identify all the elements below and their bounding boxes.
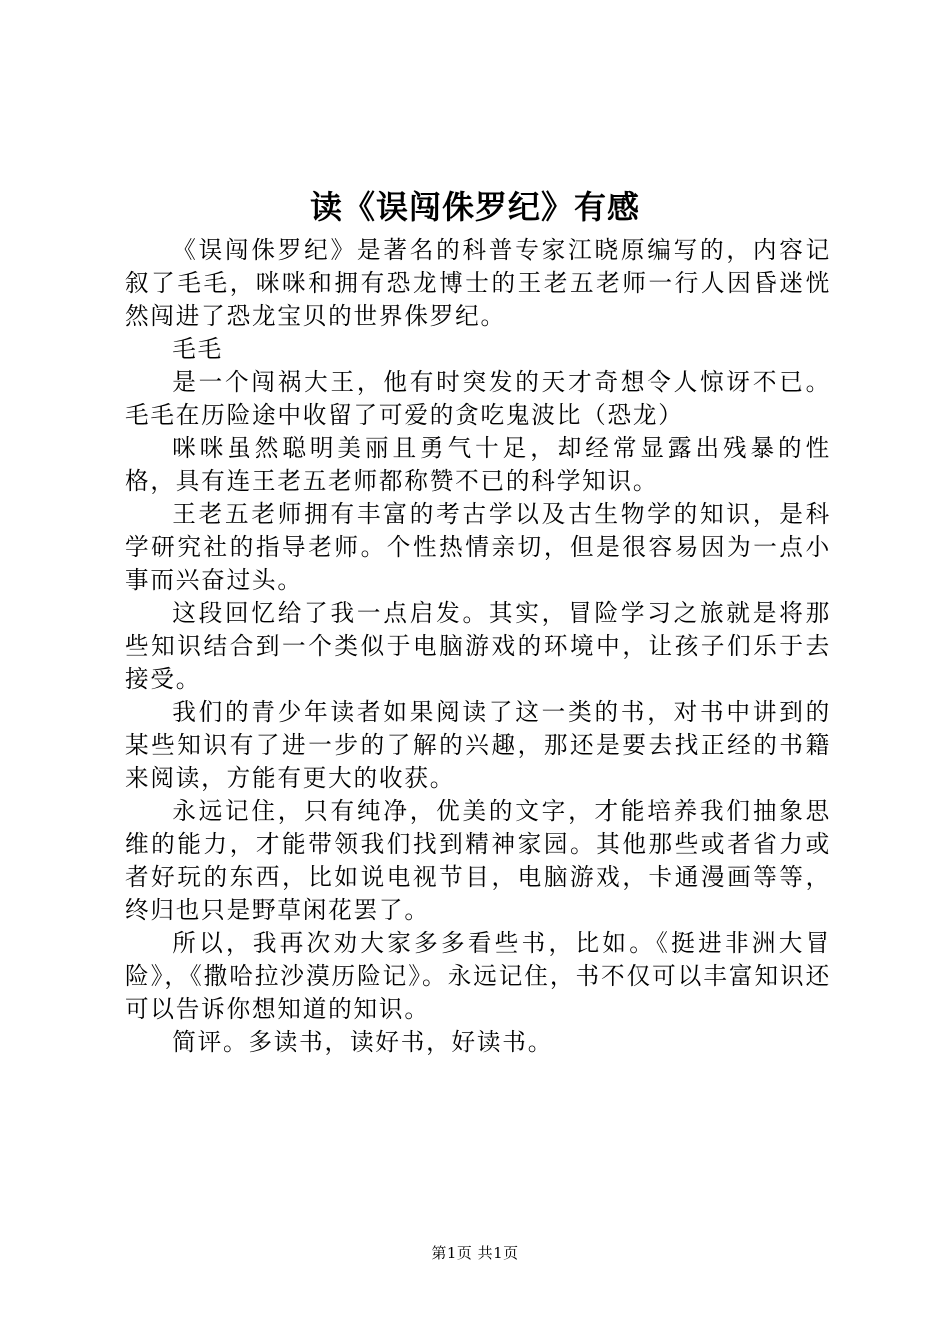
page-number-footer: 第1页 共1页 [431, 1244, 519, 1262]
paragraph: 永远记住，只有纯净，优美的文字，才能培养我们抽象思维的能力，才能带领我们找到精神家园。其他那些或者省力或者好玩的东西，比如说电视节目，电脑游戏，卡通漫画等等，终归也只是野草闲花罢了。 [125, 797, 831, 924]
paragraph: 所以，我再次劝大家多多看些书，比如。《挺进非洲大冒险》，《撒哈拉沙漠历险记》。永远记住，书不仅可以丰富知识还可以告诉你想知道的知识。 [125, 929, 831, 1023]
paragraph: 我们的青少年读者如果阅读了这一类的书，对书中讲到的某些知识有了进一步的了解的兴趣，那还是要去找正经的书籍来阅读，方能有更大的收获。 [125, 698, 831, 792]
paragraph: 是一个闯祸大王，他有时突发的天才奇想令人惊讶不已。毛毛在历险途中收留了可爱的贪吃鬼波比（恐龙） [125, 368, 831, 429]
paragraph: 《误闯侏罗纪》是著名的科普专家江晓原编写的，内容记叙了毛毛，咪咪和拥有恐龙博士的王老五老师一行人因昏迷恍然闯进了恐龙宝贝的世界侏罗纪。 [125, 236, 831, 330]
paragraph: 毛毛 [172, 335, 223, 363]
paragraph: 简评。多读书，读好书，好读书。 [172, 1028, 554, 1056]
paragraph: 王老五老师拥有丰富的考古学以及古生物学的知识，是科学研究社的指导老师。个性热情亲切，但是很容易因为一点小事而兴奋过头。 [125, 500, 831, 594]
document-title: 读《误闯侏罗纪》有感 [309, 188, 640, 226]
paragraph: 咪咪虽然聪明美丽且勇气十足，却经常显露出残暴的性格，具有连王老五老师都称赞不已的科学知识。 [125, 434, 831, 495]
document-body [125, 234, 831, 1059]
paragraph: 这段回忆给了我一点启发。其实，冒险学习之旅就是将那些知识结合到一个类似于电脑游戏的环境中，让孩子们乐于去接受。 [125, 599, 831, 693]
